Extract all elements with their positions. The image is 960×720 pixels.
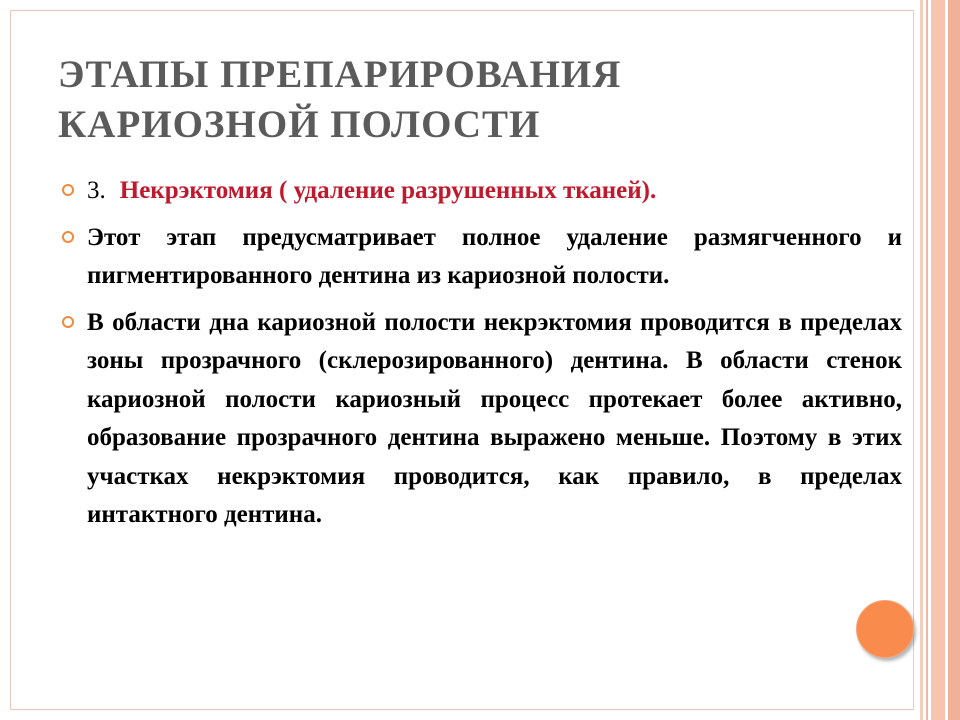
ring-bullet-icon bbox=[62, 184, 74, 196]
ring-bullet-icon bbox=[62, 316, 74, 328]
list-item bbox=[60, 172, 902, 211]
content-list bbox=[60, 172, 902, 543]
list-item bbox=[60, 219, 902, 296]
decorative-circle bbox=[856, 600, 914, 658]
list-item bbox=[60, 304, 902, 535]
section-heading: Некрэктомия ( удаление разрушенных тканей). bbox=[119, 177, 657, 204]
item-number: 3. bbox=[87, 177, 106, 204]
ring-bullet-icon bbox=[62, 231, 74, 243]
decor-stripe bbox=[920, 0, 923, 720]
slide-title: ЭТАПЫ ПРЕПАРИРОВАНИЯ КАРИОЗНОЙ ПОЛОСТИ bbox=[58, 53, 622, 146]
decor-stripe bbox=[948, 0, 960, 720]
item-text: В области дна кариозной полости некрэктомия проводится в пределах зоны прозрачного (склерозированного) дентина. В области стенок кариозной полости кариозный процесс протекает более активно, образование прозрачного дентина выражено меньше. Поэтому в этих участках некрэктомия проводится, как правило, в пределах интактного дентина. bbox=[87, 308, 902, 528]
item-text: Этот этап предусматривает полное удаление размягченного и пигментированного дентина из кариозной полости. bbox=[87, 223, 902, 289]
decor-stripe bbox=[931, 0, 945, 720]
decor-stripe bbox=[926, 0, 928, 720]
